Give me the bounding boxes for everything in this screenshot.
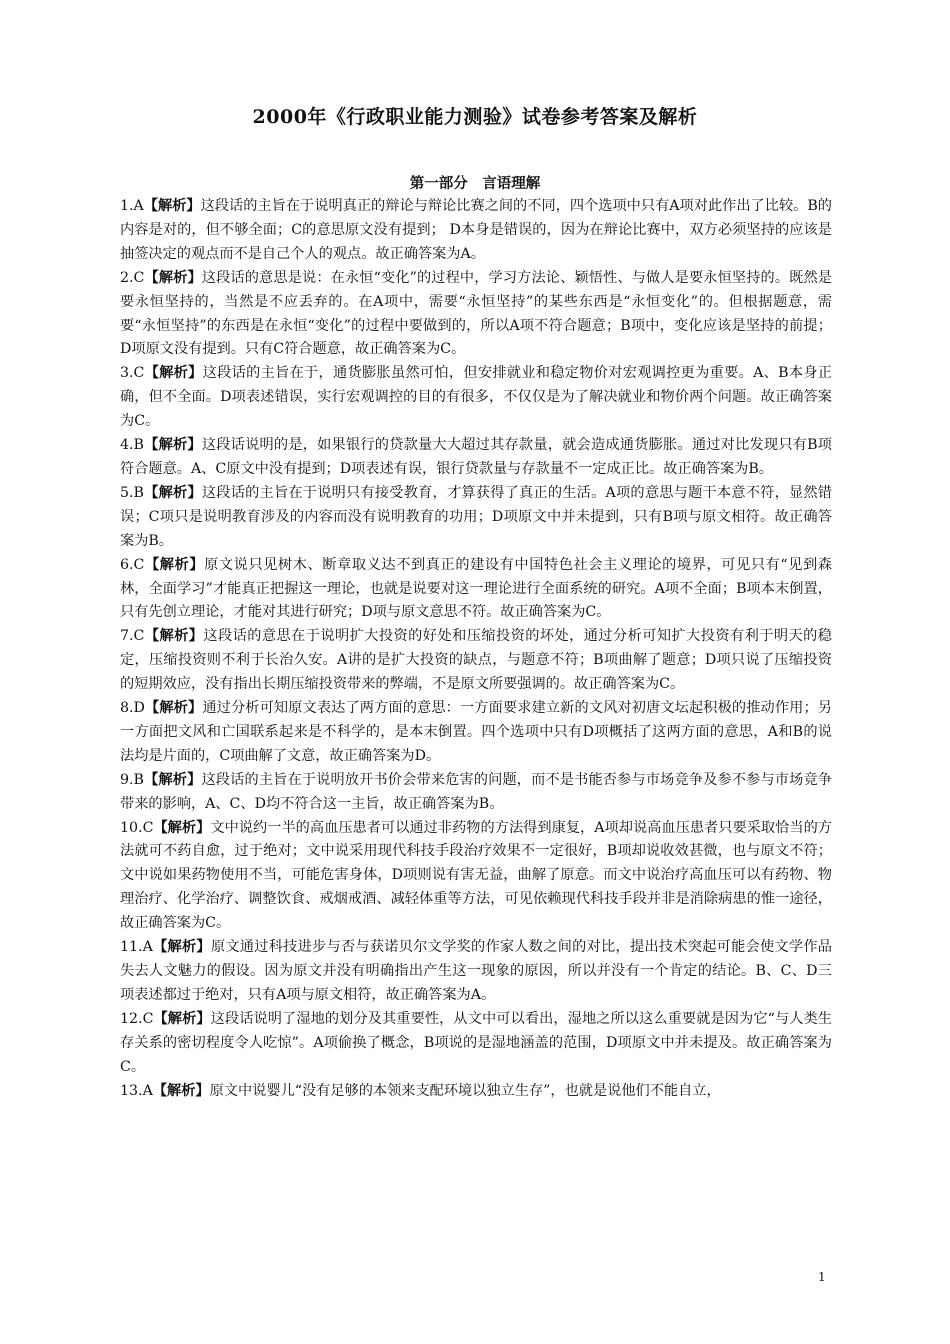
document-title: 2000年《行政职业能力测验》试卷参考答案及解析	[252, 106, 698, 128]
answer-paragraph	[120, 554, 832, 626]
analysis-tag: 【解析】	[144, 556, 205, 573]
question-answer-number: 2.C	[120, 269, 145, 286]
question-answer-number: 8.D	[120, 700, 145, 717]
section-title: 第一部分 言语理解	[409, 175, 541, 192]
analysis-tag: 【解析】	[143, 771, 202, 788]
analysis-tag: 【解析】	[153, 819, 211, 836]
question-answer-number: 4.B	[120, 437, 144, 454]
answer-list	[120, 195, 832, 1103]
answer-paragraph	[120, 769, 832, 817]
analysis-text: 这段话的主旨在于，通货膨胀虽然可怕，但安排就业和稳定物价对宏观调控更为重要。A、B本身正确，但不全面。D项表述错误，实行宏观调控的目的有很多，不仅仅是为了解决就业和物价两个问题。故正确答案为C。	[120, 365, 832, 430]
analysis-text: 这段话的主旨在于说明放开书价会带来危害的问题，而不是书能否参与市场竞争及参不参与市场竞争带来的影响，A、C、D均不符合这一主旨，故正确答案为B。	[120, 771, 832, 812]
question-answer-number: 12.C	[120, 1010, 154, 1027]
analysis-text: 这段话说明的是，如果银行的贷款量大大超过其存款量，就会造成通货膨胀。通过对比发现只有B项符合题意。A、C原文中没有提到；D项表述有误，银行贷款量与存款量不一定成正比。故正确答案为B。	[120, 437, 832, 477]
question-answer-number: 9.B	[120, 771, 144, 788]
analysis-tag: 【解析】	[152, 1082, 210, 1099]
question-answer-number: 10.C	[120, 819, 154, 836]
analysis-tag: 【解析】	[143, 198, 201, 214]
analysis-tag: 【解析】	[143, 437, 202, 454]
answer-paragraph	[120, 482, 832, 554]
question-answer-number: 1.A	[120, 198, 144, 214]
question-answer-number: 3.C	[120, 365, 145, 382]
analysis-tag: 【解析】	[144, 700, 203, 717]
analysis-text: 这段话说明了湿地的划分及其重要性，从文中可以看出，湿地之所以这么重要就是因为它“与人类生存关系的密切程度令人吃惊”。A项偷换了概念，B项说的是湿地涵盖的范围，D项原文中并未提及。故正确答案为C。	[120, 1010, 832, 1075]
analysis-tag: 【解析】	[152, 939, 211, 956]
analysis-tag: 【解析】	[144, 269, 202, 286]
analysis-text: 这段话的意思在于说明扩大投资的好处和压缩投资的坏处，通过分析可知扩大投资有利于明天的稳定，压缩投资则不利于长治久安。A讲的是扩大投资的缺点，与题意不符；B项曲解了题意；D项只说了压缩投资的短期效应，没有指出长期压缩投资带来的弊端，不是原文所要强调的。故正确答案为C。	[120, 628, 832, 693]
answer-paragraph	[120, 362, 832, 434]
analysis-text: 原文说只见树木、断章取义达不到真正的建设有中国特色社会主义理论的境界，可见只有“见到森林，全面学习”才能真正把握这一理论，也就是说要对这一理论进行全面系统的研究。A项不全面；B项本末倒置，只有先创立理论，才能对其进行研究；D项与原文意思不符。故正确答案为C。	[120, 556, 832, 621]
analysis-text: 原文中说婴儿“没有足够的本领来支配环境以独立生存”，也就是说他们不能自立，	[209, 1082, 721, 1099]
analysis-tag: 【解析】	[153, 1010, 211, 1027]
analysis-text: 通过分析可知原文表达了两方面的意思：一方面要求建立新的文风对初唐文坛起积极的推动作用；另一方面把文风和亡国联系起来是不科学的，是本末倒置。四个选项中只有D项概括了这两方面的意思，A和B的说法均是片面的，C项曲解了文意，故正确答案为D。	[120, 700, 832, 764]
question-answer-number: 13.A	[120, 1082, 153, 1099]
analysis-text: 文中说约一半的高血压患者可以通过非药物的方法得到康复，A项却说高血压患者只要采取恰当的方法就可不药自愈，过于绝对；文中说采用现代科技手段治疗效果不一定很好，B项却说收效甚微，也与原文不符；文中说如果药物使用不当，可能危害身体，D项则说有害无益，曲解了原意。而文中说治疗高血压可以有药物、物理治疗、化学治疗、调整饮食、戒烟戒酒、减轻体重等方法，可见依赖现代科技手段并非是消除病患的惟一途径，故正确答案为C。	[120, 819, 832, 932]
answer-paragraph	[120, 1008, 832, 1080]
analysis-tag: 【解析】	[143, 484, 202, 501]
answer-paragraph	[120, 697, 832, 769]
analysis-text: 这段话的意思是说：在永恒“变化”的过程中，学习方法论、颖悟性、与做人是要永恒坚持的。既然是要永恒坚持的，当然是不应丢弃的。在A项中，需要“永恒坚持”的某些东西是“永恒变化”的。但根据题意，需要“永恒坚持”的东西是在永恒“变化”的过程中要做到的，所以A项不符合题意；B项中，变化应该是坚持的前提；D项原文没有提到。只有C符合题意，故正确答案为C。	[120, 269, 832, 358]
analysis-text: 这段话的主旨在于说明真正的辩论与辩论比赛之间的不同，四个选项中只有A项对此作出了比较。B的内容是对的，但不够全面；C的意思原文没有提到； D本身是错误的，因为在辩论比赛中，双方必须坚持的应该是抽签决定的观点而不是自己个人的观点。故正确答案为A。	[120, 198, 832, 262]
answer-paragraph	[120, 625, 832, 697]
answer-paragraph	[120, 195, 832, 267]
analysis-tag: 【解析】	[144, 628, 204, 645]
page-number: 1	[818, 1270, 826, 1284]
answer-paragraph	[120, 817, 832, 937]
answer-paragraph	[120, 434, 832, 482]
answer-paragraph	[120, 267, 832, 363]
question-answer-number: 5.B	[120, 484, 144, 501]
question-answer-number: 7.C	[120, 628, 145, 645]
question-answer-number: 6.C	[120, 556, 145, 573]
analysis-tag: 【解析】	[144, 365, 203, 382]
analysis-text: 原文通过科技进步与否与获诺贝尔文学奖的作家人数之间的对比，提出技术突起可能会使文学作品失去人文魅力的假设。因为原文并没有明确指出产生这一现象的原因，所以并没有一个肯定的结论。B、C、D三项表述都过于绝对，只有A项与原文相符，故正确答案为A。	[120, 939, 832, 1003]
analysis-text: 这段话的主旨在于说明只有接受教育，才算获得了真正的生活。A项的意思与题干本意不符，显然错误；C项只是说明教育涉及的内容而没有说明教育的功用；D项原文中并未提到，只有B项与原文相符。故正确答案为B。	[120, 484, 832, 549]
question-answer-number: 11.A	[120, 939, 153, 956]
answer-paragraph	[120, 1080, 832, 1104]
answer-paragraph	[120, 936, 832, 1008]
